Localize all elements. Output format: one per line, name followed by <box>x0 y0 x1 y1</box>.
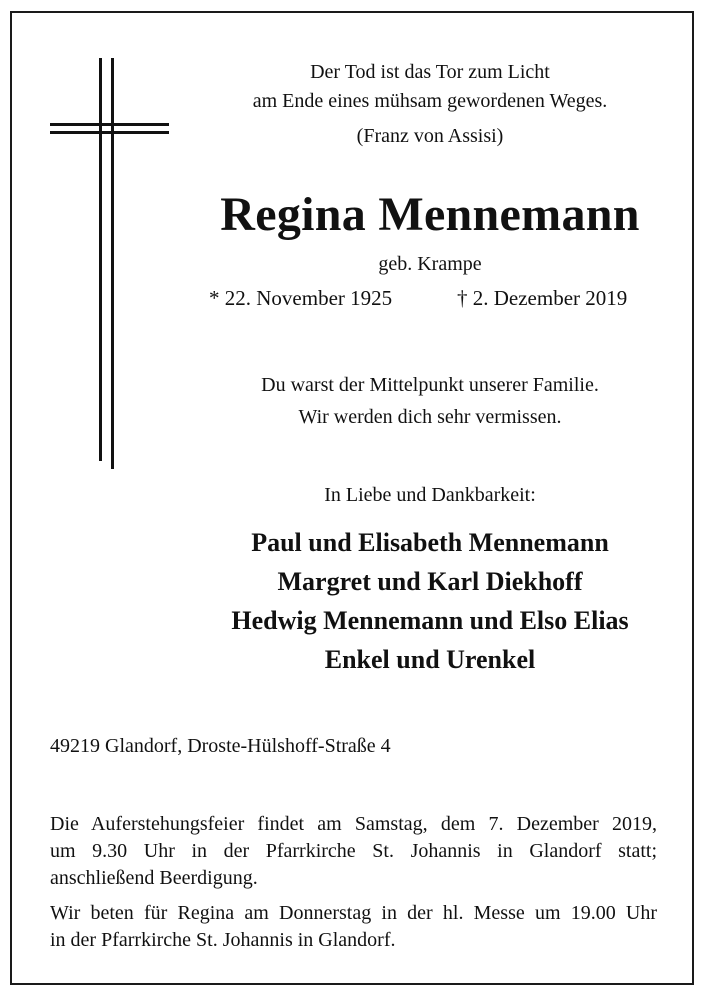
mourners-intro: In Liebe und Dankbarkeit: <box>324 484 536 506</box>
maiden-name: geb. Krampe <box>378 253 482 275</box>
quote-line: Der Tod ist das Tor zum Licht <box>310 61 550 83</box>
mourner-name: Enkel und Urenkel <box>324 645 536 674</box>
quote-author: (Franz von Assisi) <box>356 125 504 147</box>
service-line: Die Auferstehungsfeier findet am Samstag, dem 7. Dezember 2019, <box>50 813 657 835</box>
service-line: anschließend Beerdigung. <box>50 867 258 889</box>
saying-line: Du warst der Mittelpunkt unserer Familie. <box>261 374 599 396</box>
prayer-line: Wir beten für Regina am Donnerstag in der hl. Messe um 19.00 Uhr <box>50 902 657 924</box>
mourners-list <box>180 523 680 679</box>
prayer-info <box>50 900 657 954</box>
service-info <box>50 811 657 892</box>
mourner-name: Hedwig Mennemann und Elso Elias <box>231 606 629 635</box>
deceased-name: Regina Mennemann <box>220 188 640 241</box>
birth-date: * 22. November 1925 <box>209 286 393 310</box>
quote-line: am Ende eines mühsam gewordenen Weges. <box>252 90 608 112</box>
family-address: 49219 Glandorf, Droste-Hülshoff-Straße 4 <box>50 735 391 757</box>
quote <box>198 58 662 151</box>
service-line: um 9.30 Uhr in der Pfarrkirche St. Johannis in Glandorf statt; <box>50 840 657 862</box>
mourner-name: Paul und Elisabeth Mennemann <box>251 528 609 557</box>
prayer-line: in der Pfarrkirche St. Johannis in Glandorf. <box>50 929 396 951</box>
death-date: † 2. Dezember 2019 <box>457 286 628 310</box>
mourner-name: Margret und Karl Diekhoff <box>277 567 583 596</box>
saying-line: Wir werden dich sehr vermissen. <box>298 406 562 428</box>
farewell-saying <box>198 369 662 433</box>
